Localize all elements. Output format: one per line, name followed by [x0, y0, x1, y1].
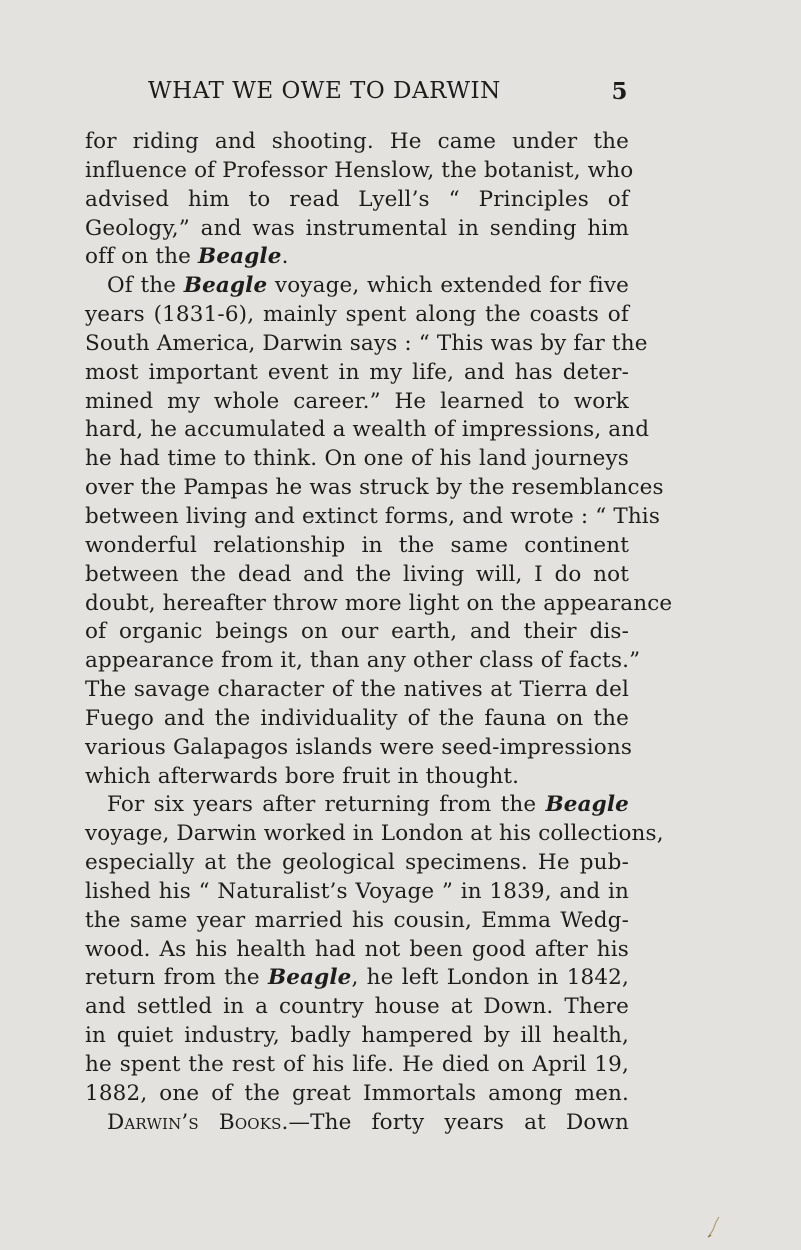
- text-line: the same year married his cousin, Emma Wedg-: [85, 907, 629, 933]
- body-text: [85, 128, 673, 1138]
- text-line: Darwin’s Books.—The forty years at Down: [107, 1109, 629, 1135]
- corner-pencil-mark: [707, 1216, 721, 1238]
- text-line: over the Pampas he was struck by the resemblances: [85, 475, 664, 501]
- running-head: [148, 78, 628, 118]
- text-line: Fuego and the individuality of the fauna on the: [85, 705, 629, 731]
- text-line: voyage, Darwin worked in London at his collections,: [85, 821, 664, 847]
- text-line: he spent the rest of his life. He died on April 19,: [85, 1052, 629, 1077]
- text-line: influence of Professor Henslow, the botanist, who: [85, 157, 634, 183]
- page-number: 5: [611, 78, 628, 105]
- text-line: in quiet industry, badly hampered by ill health,: [85, 1023, 629, 1049]
- text-line: return from the Beagle, he left London in 1842,: [85, 965, 629, 991]
- text-line: most important event in my life, and has deter-: [85, 359, 629, 385]
- text-line: he had time to think. On one of his land journeys: [85, 446, 629, 472]
- text-line: lished his “ Naturalist’s Voyage ” in 1839, and in: [85, 878, 629, 904]
- running-head-title: WHAT WE OWE TO DARWIN: [148, 78, 501, 104]
- section-heading: Darwin’s Books: [107, 1109, 282, 1135]
- text-line: Geology,” and was instrumental in sending him: [85, 215, 629, 241]
- text-line: various Galapagos islands were seed-impressions: [85, 734, 633, 760]
- text-line: wonderful relationship in the same continent: [85, 532, 629, 558]
- text-line: wood. As his health had not been good after his: [85, 936, 629, 962]
- text-line: Of the Beagle voyage, which extended for five: [107, 273, 629, 299]
- text-line: which afterwards bore fruit in thought.: [85, 763, 520, 789]
- ship-name: Beagle: [267, 965, 352, 991]
- text-line: South America, Darwin says : “ This was by far the: [85, 330, 648, 356]
- text-line: doubt, hereafter throw more light on the appearance: [85, 590, 673, 616]
- text-line: 1882, one of the great Immortals among men.: [85, 1080, 629, 1106]
- text-line: especially at the geological specimens. He pub-: [85, 850, 629, 876]
- text-line: for riding and shooting. He came under the: [85, 129, 629, 154]
- text-line: For six years after returning from the Beagle: [107, 792, 629, 818]
- text-line: between living and extinct forms, and wrote : “ This: [85, 503, 661, 529]
- text-line: off on the Beagle.: [85, 244, 289, 270]
- text-line: of organic beings on our earth, and their dis-: [85, 619, 629, 645]
- text-line: between the dead and the living will, I do not: [85, 561, 629, 587]
- text-line: mined my whole career.” He learned to work: [85, 388, 629, 414]
- ship-name: Beagle: [183, 273, 268, 299]
- text-line: advised him to read Lyell’s “ Principles of: [85, 186, 629, 212]
- text-line: appearance from it, than any other class of facts.”: [85, 648, 641, 674]
- text-line: The savage character of the natives at Tierra del: [85, 677, 629, 703]
- text-line: hard, he accumulated a wealth of impressions, and: [85, 417, 650, 443]
- ship-name: Beagle: [198, 244, 282, 270]
- text-line: years (1831-6), mainly spent along the coasts of: [85, 302, 629, 328]
- ship-name: Beagle: [545, 792, 629, 818]
- text-line: and settled in a country house at Down. There: [85, 994, 629, 1020]
